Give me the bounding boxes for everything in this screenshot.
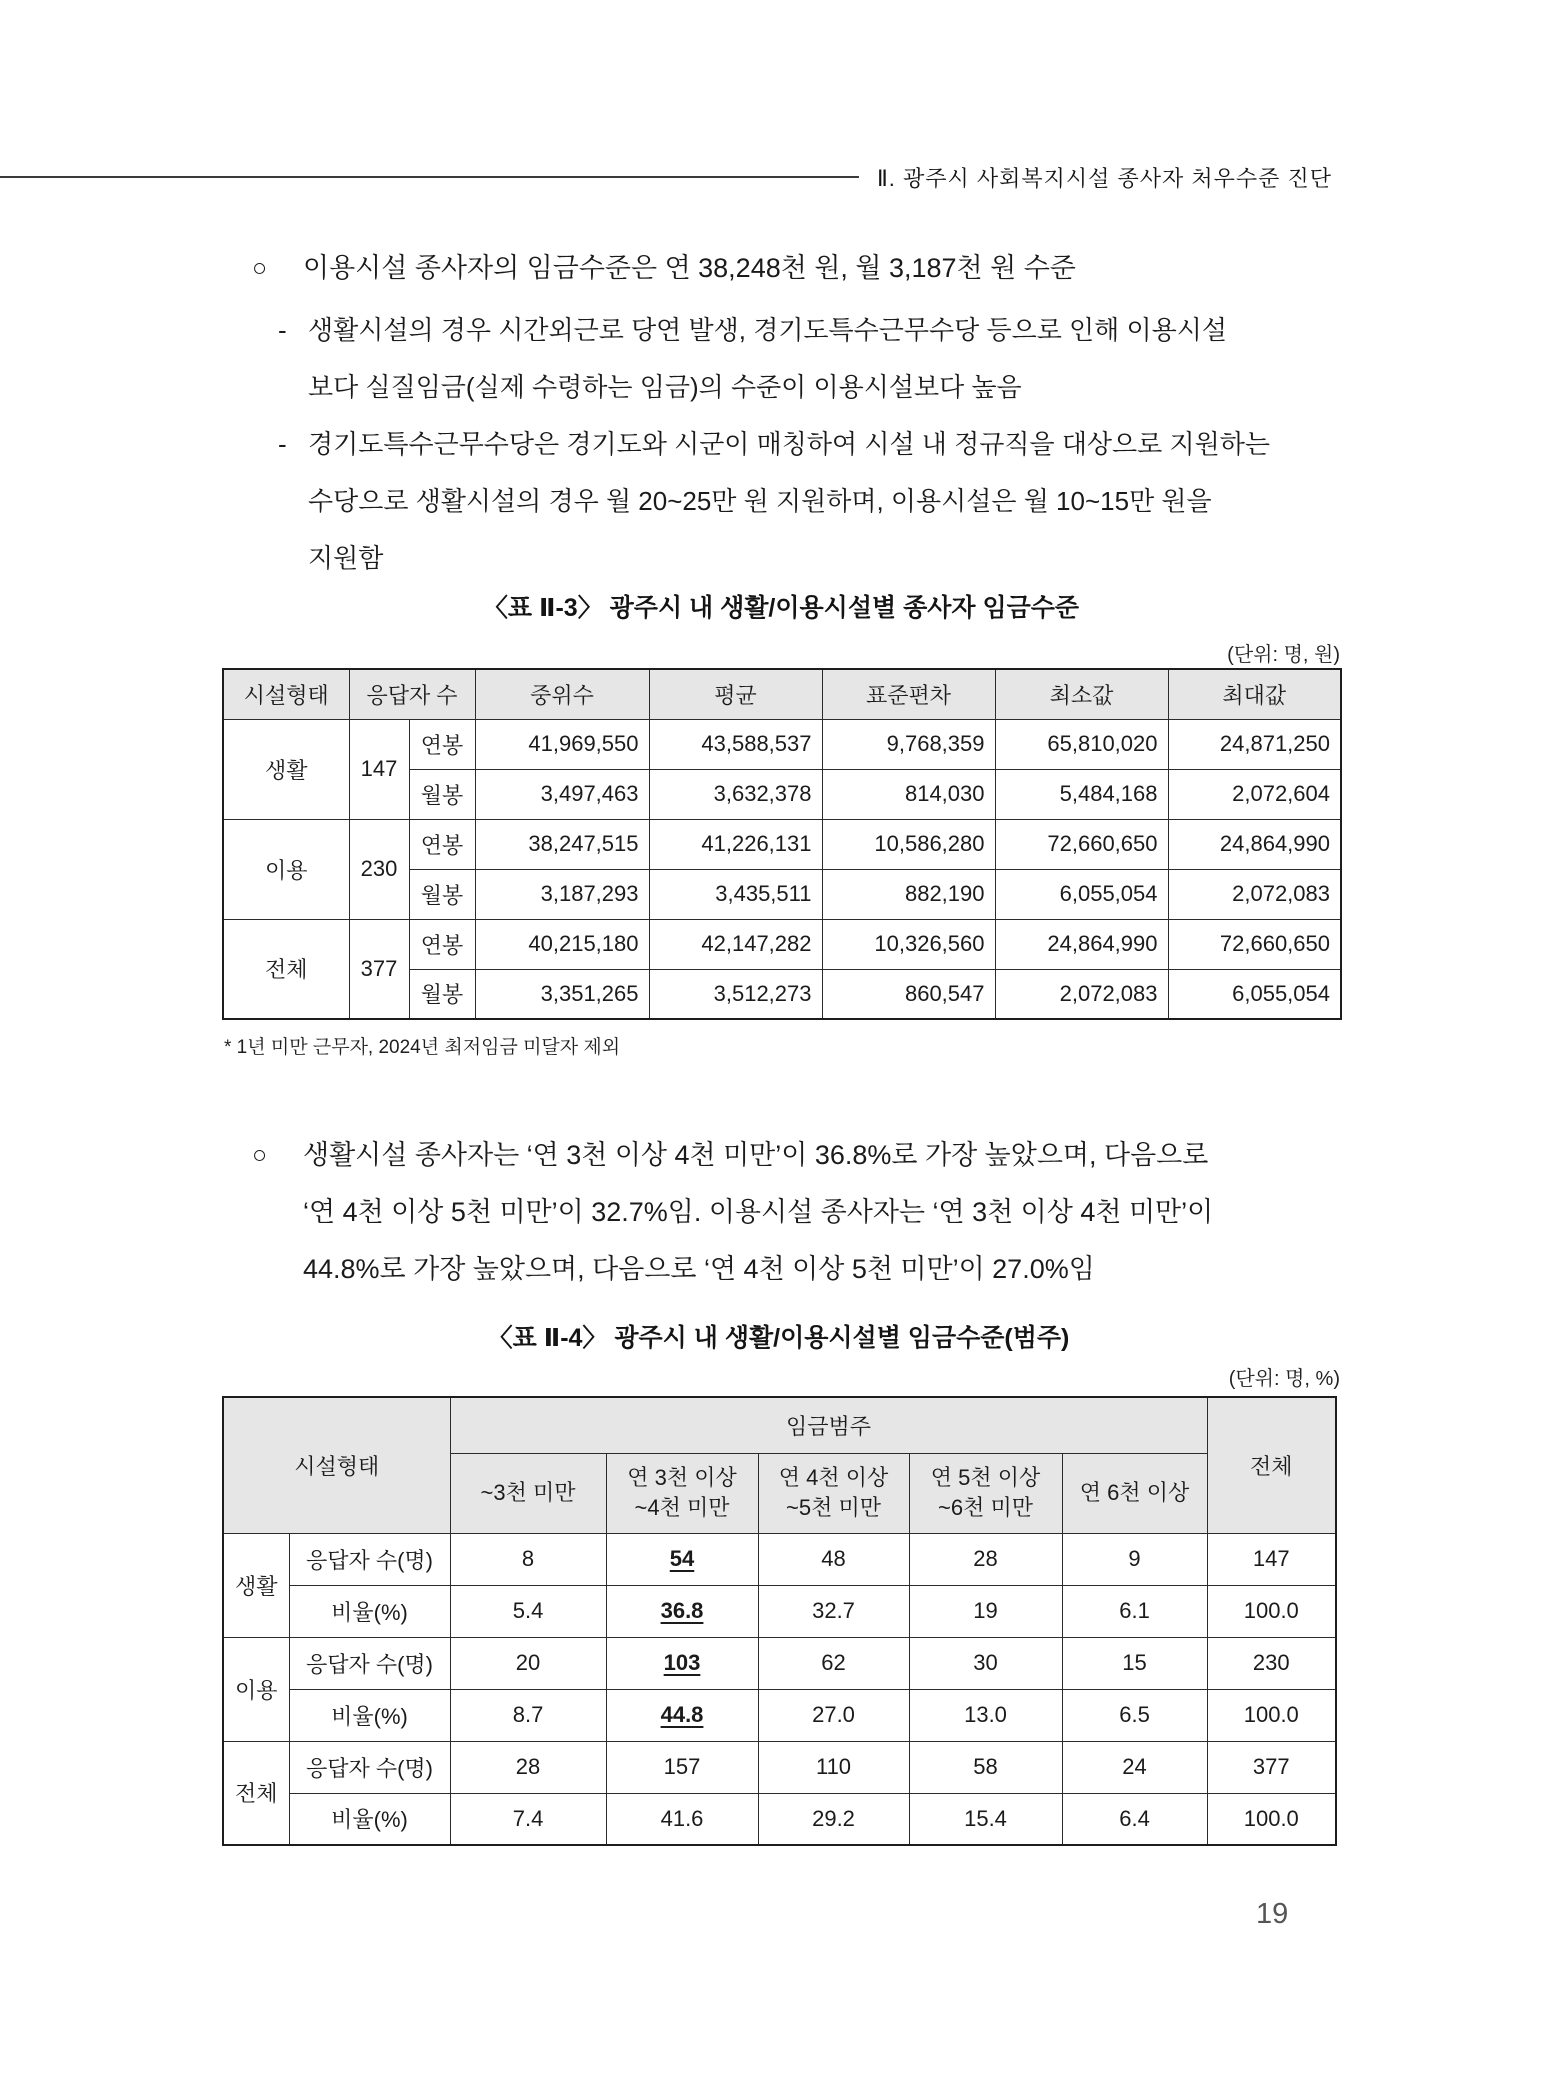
header-cell: 중위수 xyxy=(475,669,649,719)
value-cell: 147 xyxy=(1207,1533,1336,1585)
row-label-cell: 응답자 수(명) xyxy=(289,1741,450,1793)
value-cell: 3,632,378 xyxy=(649,769,822,819)
value-cell: 15 xyxy=(1062,1637,1207,1689)
value-cell: 10,586,280 xyxy=(822,819,995,869)
pay-type-cell: 월봉 xyxy=(409,969,475,1019)
facility-cell: 이용 xyxy=(223,1637,289,1741)
value-cell: 860,547 xyxy=(822,969,995,1019)
header-cell: 시설형태 xyxy=(223,1397,450,1533)
table-row xyxy=(223,1689,1336,1741)
value-cell: 72,660,650 xyxy=(1168,919,1341,969)
header-cell: 연 3천 이상 ~4천 미만 xyxy=(606,1453,758,1533)
table-row xyxy=(223,819,1341,869)
value-cell: 2,072,604 xyxy=(1168,769,1341,819)
value-cell: 27.0 xyxy=(758,1689,909,1741)
header-cell: 연 6천 이상 xyxy=(1062,1453,1207,1533)
value-cell: 3,497,463 xyxy=(475,769,649,819)
table-row xyxy=(223,719,1341,769)
facility-cell: 전체 xyxy=(223,919,349,1019)
value-cell: 5,484,168 xyxy=(995,769,1168,819)
table2-unit-label: (단위: 명, %) xyxy=(1228,1368,1340,1390)
value-cell: 20 xyxy=(450,1637,606,1689)
value-cell: 3,351,265 xyxy=(475,969,649,1019)
row-label-cell: 비율(%) xyxy=(289,1689,450,1741)
value-cell: 157 xyxy=(606,1741,758,1793)
value-cell: 28 xyxy=(909,1533,1062,1585)
row-label-cell: 비율(%) xyxy=(289,1585,450,1637)
value-cell: 2,072,083 xyxy=(995,969,1168,1019)
header-cell: 평균 xyxy=(649,669,822,719)
sub-bullet-line: 수당으로 생활시설의 경우 월 20~25만 원 지원하며, 이용시설은 월 10~15만 원을 xyxy=(308,486,1212,516)
row-label-cell: 비율(%) xyxy=(289,1793,450,1845)
value-cell: 10,326,560 xyxy=(822,919,995,969)
sub-bullet-line: 지원함 xyxy=(308,543,384,573)
sub-bullet-1 xyxy=(278,302,1370,416)
value-cell: 8 xyxy=(450,1533,606,1585)
value-cell: 882,190 xyxy=(822,869,995,919)
facility-cell: 이용 xyxy=(223,819,349,919)
header-cell: 임금범주 xyxy=(450,1397,1207,1453)
sub-bullet-line: 경기도특수근무수당은 경기도와 시군이 매칭하여 시설 내 정규직을 대상으로 지원하는 xyxy=(308,429,1270,459)
value-cell: 100.0 xyxy=(1207,1585,1336,1637)
value-cell: 24 xyxy=(1062,1741,1207,1793)
value-cell: 44.8 xyxy=(606,1689,758,1741)
table1-unit-label: (단위: 명, 원) xyxy=(1227,644,1340,666)
table-row xyxy=(223,1741,1336,1793)
page-header xyxy=(0,163,1332,191)
value-cell: 3,512,273 xyxy=(649,969,822,1019)
header-cell: 최소값 xyxy=(995,669,1168,719)
bullet-text: 이용시설 종사자의 임금수준은 연 38,248천 원, 월 3,187천 원 수준 xyxy=(303,253,1076,283)
chapter-title: Ⅱ. 광주시 사회복지시설 종사자 처우수준 진단 xyxy=(876,165,1332,191)
value-cell: 814,030 xyxy=(822,769,995,819)
row-label-cell: 응답자 수(명) xyxy=(289,1637,450,1689)
value-cell: 29.2 xyxy=(758,1793,909,1845)
value-cell: 100.0 xyxy=(1207,1689,1336,1741)
page-number: 19 xyxy=(1256,1898,1289,1930)
wage-category-table xyxy=(222,1396,1337,1846)
circle-bullet-marker: ○ xyxy=(252,254,268,282)
value-cell: 2,072,083 xyxy=(1168,869,1341,919)
header-cell: 응답자 수 xyxy=(349,669,475,719)
value-cell: 6,055,054 xyxy=(995,869,1168,919)
pay-type-cell: 연봉 xyxy=(409,819,475,869)
value-cell: 24,864,990 xyxy=(995,919,1168,969)
bullet-text-line: 생활시설 종사자는 ‘연 3천 이상 4천 미만’이 36.8%로 가장 높았으며, 다음으로 xyxy=(303,1140,1209,1170)
value-cell: 377 xyxy=(1207,1741,1336,1793)
value-cell: 3,187,293 xyxy=(475,869,649,919)
value-cell: 19 xyxy=(909,1585,1062,1637)
value-cell: 103 xyxy=(606,1637,758,1689)
value-cell: 58 xyxy=(909,1741,1062,1793)
pay-type-cell: 연봉 xyxy=(409,919,475,969)
value-cell: 28 xyxy=(450,1741,606,1793)
count-cell: 377 xyxy=(349,919,409,1019)
sub-bullet-2 xyxy=(278,416,1370,587)
value-cell: 110 xyxy=(758,1741,909,1793)
value-cell: 38,247,515 xyxy=(475,819,649,869)
table-row xyxy=(223,1533,1336,1585)
value-cell: 41.6 xyxy=(606,1793,758,1845)
value-cell: 72,660,650 xyxy=(995,819,1168,869)
value-cell: 24,871,250 xyxy=(1168,719,1341,769)
value-cell: 6.5 xyxy=(1062,1689,1207,1741)
circle-bullet-marker: ○ xyxy=(252,1141,268,1169)
value-cell: 40,215,180 xyxy=(475,919,649,969)
row-label-cell: 응답자 수(명) xyxy=(289,1533,450,1585)
value-cell: 48 xyxy=(758,1533,909,1585)
table-row xyxy=(223,1585,1336,1637)
value-cell: 36.8 xyxy=(606,1585,758,1637)
header-cell: 표준편차 xyxy=(822,669,995,719)
header-rule-line xyxy=(0,176,859,178)
table-row xyxy=(223,1637,1336,1689)
value-cell: 6,055,054 xyxy=(1168,969,1341,1019)
header-cell: ~3천 미만 xyxy=(450,1453,606,1533)
value-cell: 43,588,537 xyxy=(649,719,822,769)
facility-cell: 전체 xyxy=(223,1741,289,1845)
table-row xyxy=(223,1793,1336,1845)
value-cell: 3,435,511 xyxy=(649,869,822,919)
value-cell: 41,969,550 xyxy=(475,719,649,769)
wage-level-table xyxy=(222,668,1342,1020)
bullet-text-line: ‘연 4천 이상 5천 미만’이 32.7%임. 이용시설 종사자는 ‘연 3천 이상 4천 미만’이 xyxy=(303,1197,1214,1227)
header-cell: 최대값 xyxy=(1168,669,1341,719)
table1-footnote: * 1년 미만 근무자, 2024년 최저임금 미달자 제외 xyxy=(224,1037,621,1058)
value-cell: 32.7 xyxy=(758,1585,909,1637)
value-cell: 54 xyxy=(606,1533,758,1585)
pay-type-cell: 월봉 xyxy=(409,769,475,819)
value-cell: 6.4 xyxy=(1062,1793,1207,1845)
value-cell: 41,226,131 xyxy=(649,819,822,869)
bullet-item-1 xyxy=(252,240,1364,297)
value-cell: 42,147,282 xyxy=(649,919,822,969)
value-cell: 5.4 xyxy=(450,1585,606,1637)
value-cell: 15.4 xyxy=(909,1793,1062,1845)
table2-caption: 〈표 Ⅱ-4〉 광주시 내 생활/이용시설별 임금수준(범주) xyxy=(487,1324,1070,1352)
value-cell: 9,768,359 xyxy=(822,719,995,769)
header-cell: 연 5천 이상 ~6천 미만 xyxy=(909,1453,1062,1533)
bullet-item-2 xyxy=(252,1127,1364,1298)
table1-caption: 〈표 Ⅱ-3〉 광주시 내 생활/이용시설별 종사자 임금수준 xyxy=(482,594,1080,622)
dash-bullet-marker: - xyxy=(278,429,287,459)
value-cell: 100.0 xyxy=(1207,1793,1336,1845)
count-cell: 230 xyxy=(349,819,409,919)
value-cell: 8.7 xyxy=(450,1689,606,1741)
count-cell: 147 xyxy=(349,719,409,819)
value-cell: 24,864,990 xyxy=(1168,819,1341,869)
table-header-row xyxy=(223,669,1341,719)
header-cell: 시설형태 xyxy=(223,669,349,719)
facility-cell: 생활 xyxy=(223,719,349,819)
value-cell: 30 xyxy=(909,1637,1062,1689)
value-cell: 9 xyxy=(1062,1533,1207,1585)
facility-cell: 생활 xyxy=(223,1533,289,1637)
value-cell: 13.0 xyxy=(909,1689,1062,1741)
value-cell: 62 xyxy=(758,1637,909,1689)
table-header-row xyxy=(223,1397,1336,1453)
header-cell: 전체 xyxy=(1207,1397,1336,1533)
value-cell: 65,810,020 xyxy=(995,719,1168,769)
value-cell: 6.1 xyxy=(1062,1585,1207,1637)
value-cell: 230 xyxy=(1207,1637,1336,1689)
pay-type-cell: 연봉 xyxy=(409,719,475,769)
value-cell: 7.4 xyxy=(450,1793,606,1845)
table-row xyxy=(223,919,1341,969)
sub-bullet-line: 생활시설의 경우 시간외근로 당연 발생, 경기도특수근무수당 등으로 인해 이용시설 xyxy=(308,315,1227,345)
header-cell: 연 4천 이상 ~5천 미만 xyxy=(758,1453,909,1533)
sub-bullet-line: 보다 실질임금(실제 수령하는 임금)의 수준이 이용시설보다 높음 xyxy=(308,372,1022,402)
dash-bullet-marker: - xyxy=(278,315,287,345)
bullet-text-line: 44.8%로 가장 높았으며, 다음으로 ‘연 4천 이상 5천 미만’이 27.0%임 xyxy=(303,1254,1095,1284)
pay-type-cell: 월봉 xyxy=(409,869,475,919)
